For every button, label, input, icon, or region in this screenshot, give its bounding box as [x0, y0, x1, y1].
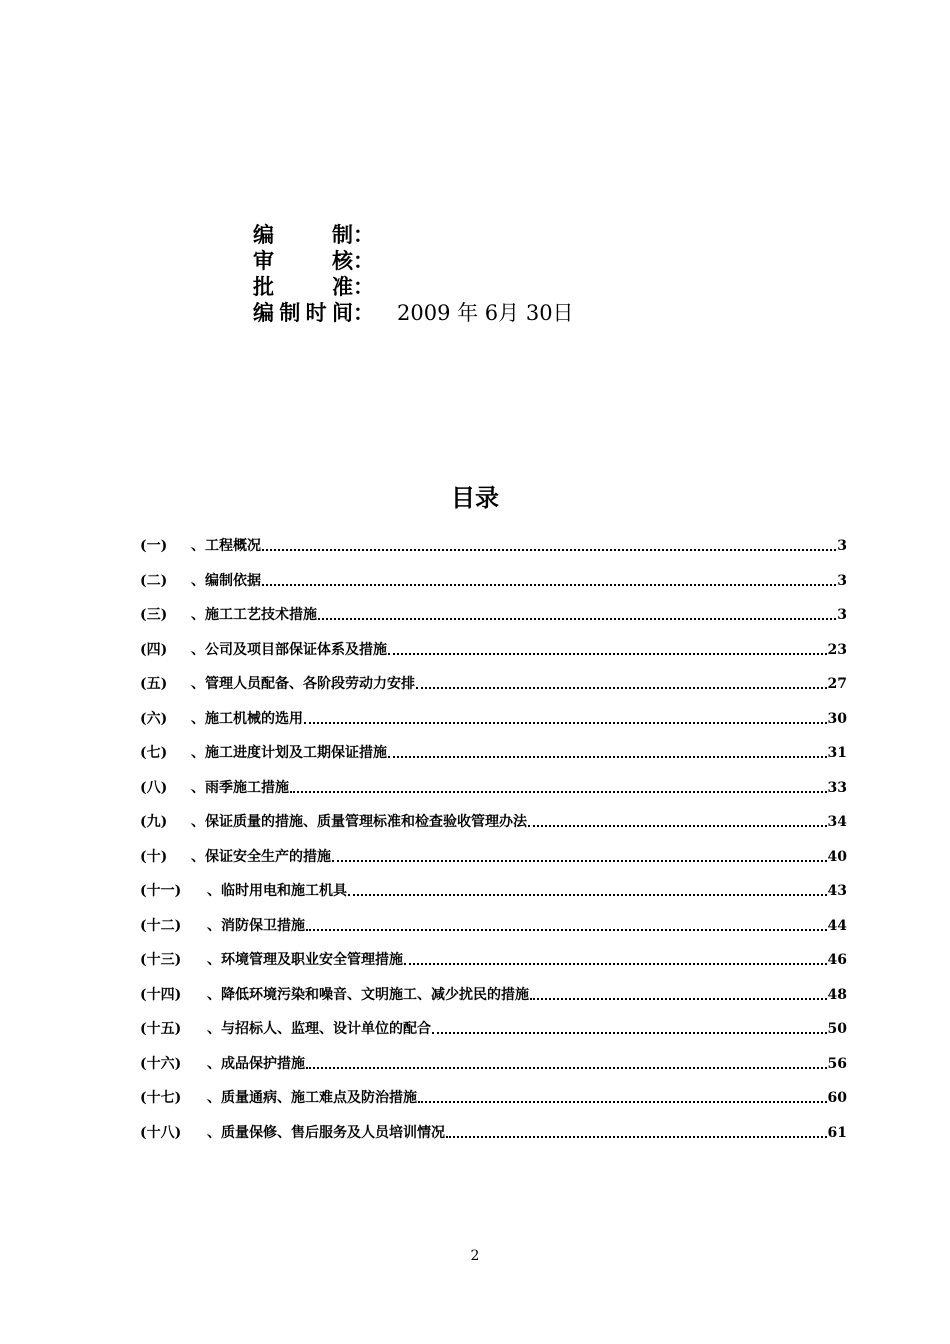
toc-dot-leader	[290, 774, 827, 793]
toc-entry-title: 、保证质量的措施、质量管理标准和检查验收管理办法	[191, 814, 527, 830]
signoff-row-compiler	[253, 222, 574, 248]
toc-entry-page: 56	[827, 1055, 847, 1072]
toc-dot-leader	[530, 981, 827, 1000]
signoff-row-date	[253, 300, 574, 326]
toc-entry-page: 34	[827, 814, 847, 830]
toc-entry-title: 、环境管理及职业安全管理措施	[207, 952, 403, 968]
toc-entry-page: 3	[837, 607, 847, 623]
toc-entry-number: (六)	[140, 710, 168, 727]
toc-dot-leader	[348, 877, 827, 896]
signoff-row-reviewer	[253, 248, 574, 274]
toc-entry-page: 27	[827, 676, 847, 692]
toc-dot-leader	[446, 1119, 827, 1138]
toc-entry[interactable]	[140, 739, 847, 774]
toc-entry-page: 31	[827, 745, 847, 761]
signoff-label: 编制时间	[253, 300, 353, 325]
toc-entry[interactable]	[140, 1050, 847, 1085]
signoff-label: 批 准	[253, 274, 353, 299]
toc-entry[interactable]	[140, 705, 847, 740]
toc-entry[interactable]	[140, 532, 847, 567]
toc-dot-leader	[306, 912, 827, 931]
toc-entry[interactable]	[140, 636, 847, 671]
toc-entry-page: 33	[827, 779, 847, 796]
toc-entry[interactable]	[140, 1084, 847, 1119]
toc-dot-leader	[528, 808, 827, 827]
signoff-block	[253, 222, 574, 326]
toc-entry-page: 43	[827, 883, 847, 899]
toc-dot-leader	[432, 1015, 827, 1034]
toc-entry-page: 23	[827, 641, 847, 658]
toc-entry-page: 40	[827, 848, 847, 865]
signoff-colon: ：	[353, 222, 374, 247]
signoff-colon: ：	[353, 300, 374, 325]
toc-entry-number: (十四)	[140, 986, 182, 1003]
toc-entry-page: 3	[837, 572, 847, 589]
toc-entry[interactable]	[140, 1119, 847, 1154]
toc-entry[interactable]	[140, 808, 847, 843]
toc-entry-number: (四)	[140, 641, 168, 658]
toc-entry-title: 、降低环境污染和噪音、文明施工、减少扰民的措施	[207, 986, 529, 1003]
toc-entry[interactable]	[140, 601, 847, 636]
toc-entry-title: 、质量保修、售后服务及人员培训情况	[207, 1124, 445, 1141]
toc-entry-page: 61	[827, 1124, 847, 1141]
toc-entry-title: 、消防保卫措施	[207, 917, 305, 934]
toc-entry-number: (十七)	[140, 1090, 182, 1106]
toc-dot-leader	[262, 532, 836, 551]
toc-entry-number: (十五)	[140, 1021, 182, 1037]
toc-dot-leader	[318, 601, 836, 620]
toc-entry-number: (十二)	[140, 917, 182, 934]
toc-entry-page: 46	[827, 952, 847, 968]
toc-entry-number: (一)	[140, 538, 168, 554]
toc-entry-page: 48	[827, 986, 847, 1003]
toc-entry-title: 、编制依据	[191, 572, 261, 589]
signoff-label: 编 制	[253, 222, 353, 247]
toc-dot-leader	[416, 670, 827, 689]
toc-dot-leader	[404, 946, 827, 965]
toc-entry[interactable]	[140, 912, 847, 947]
toc-dot-leader	[306, 1050, 827, 1069]
toc-entry-number: (十六)	[140, 1055, 182, 1072]
toc-entry-number: (三)	[140, 607, 168, 623]
toc-entry-number: (九)	[140, 814, 168, 830]
toc-dot-leader	[262, 567, 836, 586]
toc-entry-page: 3	[837, 538, 847, 554]
toc-entry-title: 、雨季施工措施	[191, 779, 289, 796]
toc-entry-title: 、成品保护措施	[207, 1055, 305, 1072]
toc-dot-leader	[388, 636, 827, 655]
toc-entry-number: (五)	[140, 676, 168, 692]
signoff-row-approver	[253, 274, 574, 300]
toc-entry-title: 、工程概况	[191, 538, 261, 554]
toc-entry-title: 、施工进度计划及工期保证措施	[191, 745, 387, 761]
toc-entry-page: 60	[827, 1090, 847, 1106]
table-of-contents	[140, 532, 847, 1153]
toc-entry[interactable]	[140, 774, 847, 809]
page-number: 2	[470, 1248, 480, 1264]
toc-entry-number: (十三)	[140, 952, 182, 968]
toc-entry-page: 30	[827, 710, 847, 727]
toc-entry-number: (八)	[140, 779, 168, 796]
toc-entry[interactable]	[140, 843, 847, 878]
toc-entry-title: 、管理人员配备、各阶段劳动力安排	[191, 676, 415, 692]
toc-entry-page: 44	[827, 917, 847, 934]
toc-entry[interactable]	[140, 567, 847, 602]
toc-dot-leader	[418, 1084, 827, 1103]
toc-dot-leader	[332, 843, 827, 862]
signoff-colon: ：	[353, 248, 374, 273]
toc-entry-page: 50	[827, 1021, 847, 1037]
toc-entry-number: (七)	[140, 745, 168, 761]
toc-entry-number: (二)	[140, 572, 168, 589]
signoff-label: 审 核	[253, 248, 353, 273]
toc-entry[interactable]	[140, 981, 847, 1016]
toc-entry-number: (十八)	[140, 1124, 182, 1141]
toc-title: 目录	[451, 483, 499, 512]
toc-entry-number: (十一)	[140, 883, 182, 899]
toc-entry-number: (十)	[140, 848, 168, 865]
toc-entry[interactable]	[140, 946, 847, 981]
toc-dot-leader	[304, 705, 827, 724]
toc-entry[interactable]	[140, 877, 847, 912]
toc-entry-title: 、施工工艺技术措施	[191, 607, 317, 623]
toc-entry-title: 、施工机械的选用	[191, 710, 303, 727]
toc-entry[interactable]	[140, 1015, 847, 1050]
toc-entry-title: 、临时用电和施工机具	[207, 883, 347, 899]
toc-entry-title: 、质量通病、施工难点及防治措施	[207, 1090, 417, 1106]
toc-entry-title: 、保证安全生产的措施	[191, 848, 331, 865]
toc-entry-title: 、公司及项目部保证体系及措施	[191, 641, 387, 658]
signoff-colon: ：	[353, 274, 374, 299]
toc-dot-leader	[388, 739, 827, 758]
toc-entry-title: 、与招标人、监理、设计单位的配合	[207, 1021, 431, 1037]
compile-date: 2009 年 6月 30日	[397, 301, 574, 325]
toc-entry[interactable]	[140, 670, 847, 705]
